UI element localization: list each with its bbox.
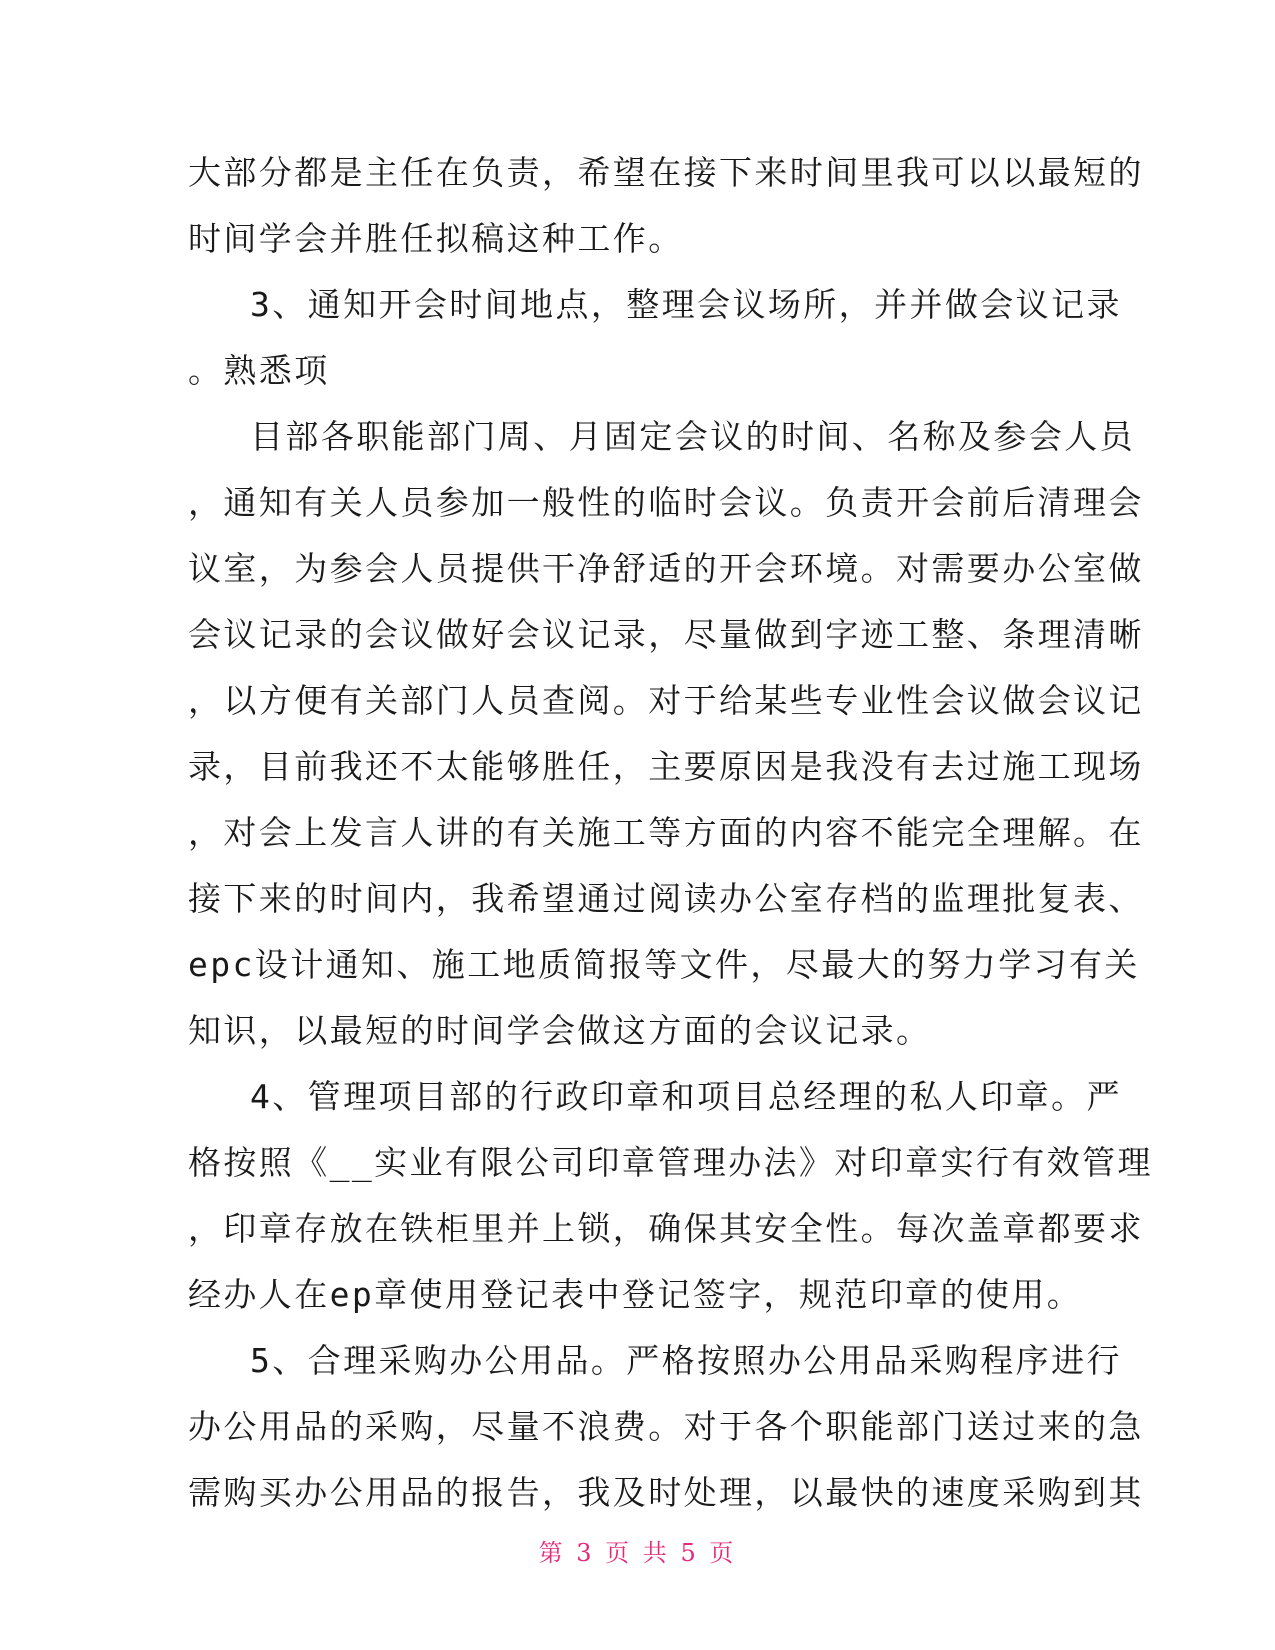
text-line: 大部分都是主任在负责，希望在接下来时间里我可以以最短的 xyxy=(188,153,1144,192)
text-line: 时间学会并胜任拟稿这种工作。 xyxy=(188,219,684,258)
text-line: 办公用品的采购，尽量不浪费。对于各个职能部门送过来的急 xyxy=(188,1407,1144,1446)
text-line: 经办人在ep章使用登记表中登记签字，规范印章的使用。 xyxy=(188,1275,1083,1314)
page-number-footer: 第 3 页 共 5 页 xyxy=(538,1539,737,1567)
text-line: 目部各职能部门周、月固定会议的时间、名称及参会人员 xyxy=(250,417,1135,456)
text-line: 。熟悉项 xyxy=(188,351,330,390)
text-line-item-4: 4、管理项目部的行政印章和项目总经理的私人印章。严 xyxy=(250,1077,1122,1116)
text-line: 议室，为参会人员提供干净舒适的开会环境。对需要办公室做 xyxy=(188,549,1144,588)
text-line: ，对会上发言人讲的有关施工等方面的内容不能完全理解。在 xyxy=(188,813,1144,852)
text-line: 接下来的时间内，我希望通过阅读办公室存档的监理批复表、 xyxy=(188,879,1144,918)
text-line: 会议记录的会议做好会议记录，尽量做到字迹工整、条理清晰 xyxy=(188,615,1144,654)
text-line: ，通知有关人员参加一般性的临时会议。负责开会前后清理会 xyxy=(188,483,1144,522)
text-line-item-5: 5、合理采购办公用品。严格按照办公用品采购程序进行 xyxy=(250,1341,1122,1380)
text-line-item-3: 3、通知开会时间地点，整理会议场所，并并做会议记录 xyxy=(250,285,1122,324)
text-line: 录，目前我还不太能够胜任，主要原因是我没有去过施工现场 xyxy=(188,747,1144,786)
text-line: 格按照《__实业有限公司印章管理办法》对印章实行有效管理 xyxy=(188,1143,1153,1182)
body-text xyxy=(188,140,1153,1526)
text-line: epc设计通知、施工地质简报等文件，尽最大的努力学习有关 xyxy=(188,945,1140,984)
text-line: 知识，以最短的时间学会做这方面的会议记录。 xyxy=(188,1011,932,1050)
text-line: ，以方便有关部门人员查阅。对于给某些专业性会议做会议记 xyxy=(188,681,1144,720)
text-line: 需购买办公用品的报告，我及时处理，以最快的速度采购到其 xyxy=(188,1473,1144,1512)
text-line: ，印章存放在铁柜里并上锁，确保其安全性。每次盖章都要求 xyxy=(188,1209,1144,1248)
